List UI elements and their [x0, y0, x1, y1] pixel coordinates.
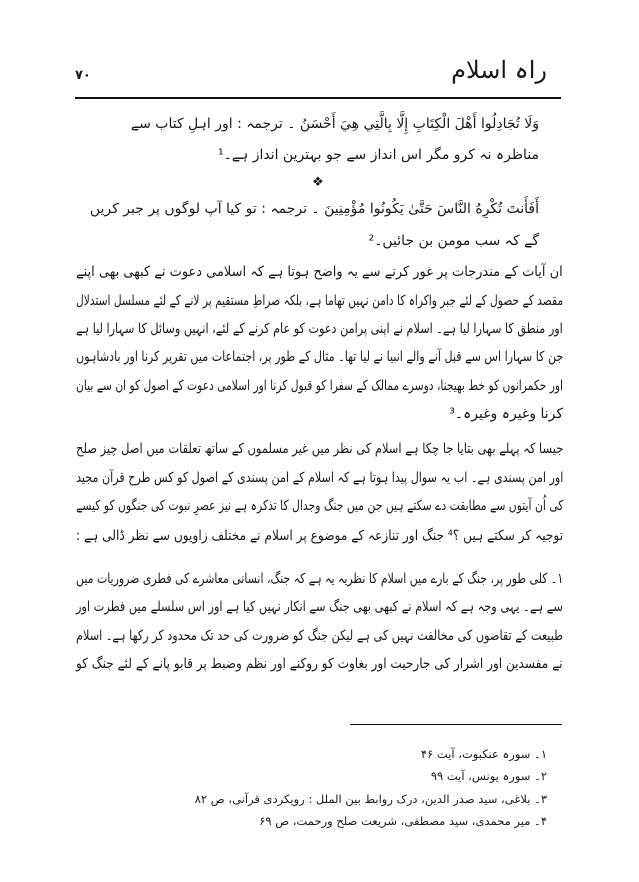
paragraph-3-line: سے ہے۔ یہی وجہ ہے کہ اسلام نے کبھی بھی جنگ سے انکار نہیں کیا ہے اور اس سلسلے میں فطرت اور: [76, 599, 563, 615]
paragraph-1-line: کرنا وغیرہ وغیرہ۔³: [449, 406, 563, 422]
verse-1-line-2: مناظرہ نہ کرو مگر اس انداز سے جو بہترین انداز ہے۔¹: [218, 147, 539, 163]
paragraph-1-line: جن کا سہارا اس سے قبل آنے والے انبیا نے لیا تھا۔ مثال کے طور پر، اجتماعات میں تقریر کرنا اور بادشاہوں: [75, 349, 563, 365]
paragraph-1-line: اور منطق کا سہارا لیا ہے۔ اسلام نے اپنی پرامن دعوت کو عام کرنے کے لئے، انہیں وسائل کا سہارا لیا ہے: [76, 321, 563, 337]
footnote-2: ۲۔ سورہ یونس، آیت ۹۹: [430, 769, 547, 783]
paragraph-2-line: جیسا کہ پہلے بھی بتایا جا چکا ہے اسلام کی نظر میں غیر مسلموں کے ساتھ تعلقات میں اصل چیز صلح: [75, 441, 563, 457]
book-title: راہ اسلام: [451, 56, 547, 84]
paragraph-1-line: اور حکمرانوں کو خط بھیجنا، دوسرے ممالک کے سفرا کو قبول کرنا اور اسلامی دعوت کے اصول کو ان سے بیان: [75, 378, 563, 394]
paragraph-3-line: طبیعت کے تقاضوں کی مخالفت نہیں کی ہے لیکن جنگ کو ضرورت کی حد تک محدود کر رکھا ہے۔ اسلام: [75, 628, 563, 644]
ornament-divider-icon: ❖: [312, 175, 324, 190]
header-divider: [75, 97, 561, 99]
verse-2-line-2: گے کہ سب مومن بن جائیں۔²: [368, 233, 539, 249]
paragraph-3-line: ۱۔ کلی طور پر، جنگ کے بارے میں اسلام کا نظریہ یہ ہے کہ جنگ، انسانی معاشرے کی فطری ضروریات میں: [75, 571, 563, 587]
footnote-3: ۳۔ بلاغی، سید صدر الدین، درک روابط بین الملل : رویکردی قرآنی، ص ۸۲: [194, 792, 547, 806]
paragraph-2-line: اور امن پسندی ہے۔ اب یہ سوال پیدا ہوتا ہے کہ اسلام کے امن پسندی کے اصول کو کس طرح قرآن مجید: [75, 470, 563, 486]
paragraph-3-line: نے مفسدین اور اشرار کی جارحیت اور بغاوت کو روکنے اور نظم وضبط پر قابو پانے کے لئے جنگ کو: [76, 656, 563, 672]
paragraph-1-line: ان آیات کے مندرجات پر غور کرنے سے یہ واضح ہوتا ہے کہ اسلامی دعوت نے کبھی بھی اپنے: [76, 264, 563, 280]
paragraph-2-line: توجیہ کر سکتے ہیں ؟⁴ جنگ اور تنازعہ کے موضوع پر اسلام نے مختلف زاویوں سے نظر ڈالی ہے :: [75, 528, 563, 544]
verse-2-line-1: أَفَأَنتَ تُكْرِهُ النَّاسَ حَتَّىٰ يَكُونُوا مُؤْمِنِينَ ۔ ترجمہ : تو کیا آپ لوگوں پر جبر کریں: [89, 201, 539, 217]
page-number: ۷۰: [75, 68, 91, 83]
footnote-4: ۴۔ میر محمدی، سید مصطفی، شریعت صلح ورحمت، ص ۶۹: [259, 814, 547, 828]
paragraph-2-line: کی اُن آیتوں سے مطابقت دے سکتے ہیں جن میں جنگ وجدال کا تذکرہ ہے نیز عصرِ نبوت کی جنگوں کو کیسے: [75, 498, 563, 514]
footnote-1: ۱۔ سورہ عنکبوت، آیت ۴۶: [420, 747, 547, 761]
paragraph-1-line: مقصد کے حصول کے لئے جبر واکراہ کا دامن نہیں تھاما ہے، بلکہ صراطِ مستقیم پر لانے کے لئے مسلسل استدلال: [75, 293, 563, 309]
footnote-divider: [350, 724, 562, 725]
verse-1-line-1: وَلَا تُجَادِلُوا أَهْلَ الْكِتَابِ إِلَّا بِالَّتِي هِيَ أَحْسَنُ ۔ ترجمہ : اور اہلِ کتاب سے: [130, 116, 539, 132]
